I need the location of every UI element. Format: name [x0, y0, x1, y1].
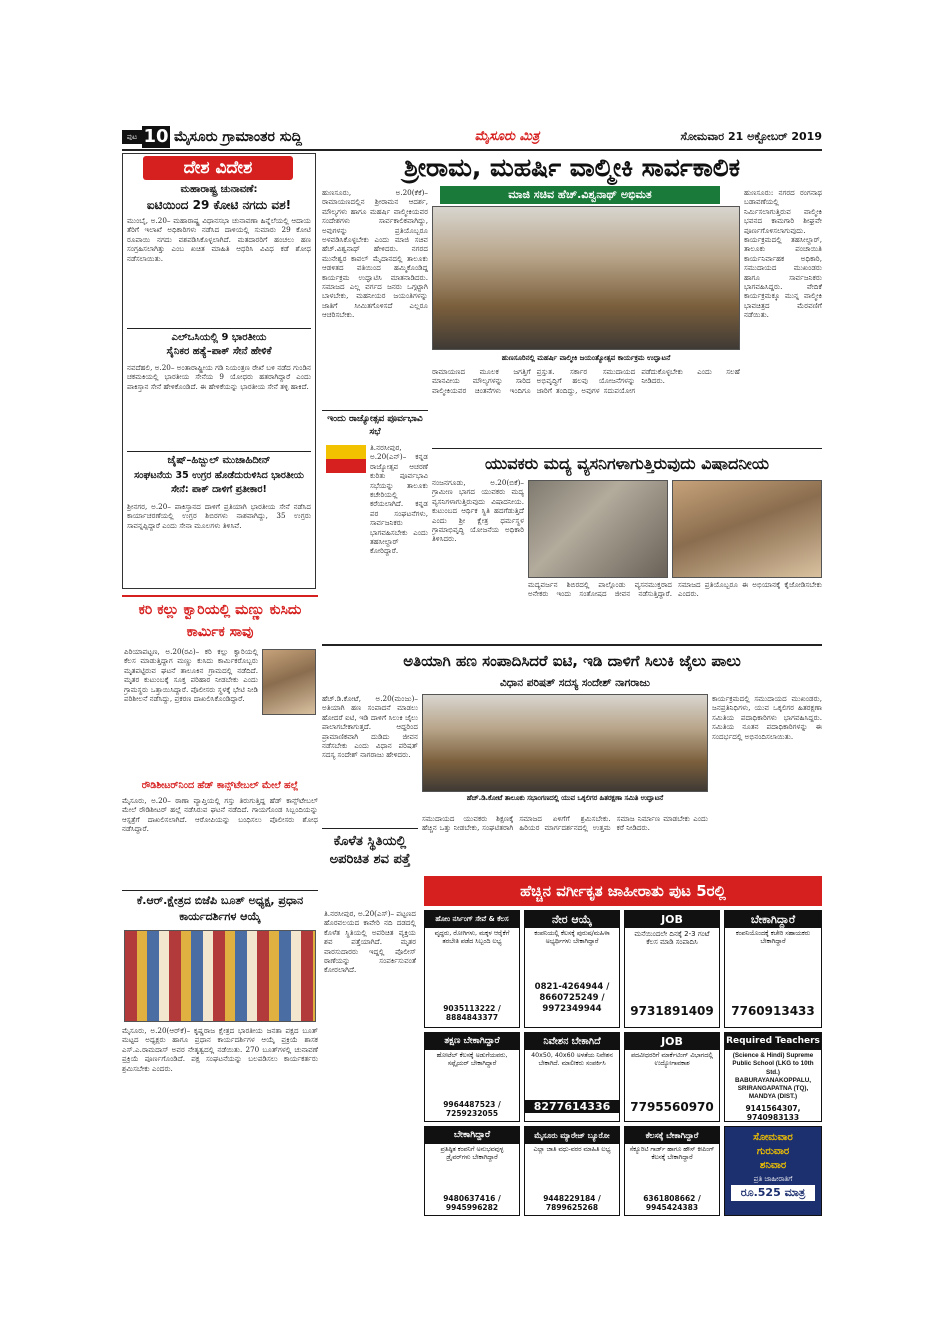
ad-title: JOB	[625, 1033, 719, 1050]
ad-phone: 9141564307, 9740983133	[745, 1104, 801, 1122]
s3-kicker: ಜೈಷ್–ಹಿಜ್ಬುಲ್ ಮುಜಾಹಿದೀನ್	[167, 455, 271, 466]
page-number: 10	[143, 126, 169, 147]
ad-marriage-bureau	[524, 1126, 620, 1216]
bjp-photo	[124, 930, 316, 1022]
newspaper-logo: ಮೈಸೂರು ಮಿತ್ರ	[474, 129, 540, 144]
jail-body-mid: ಸಮುದಾಯದ ಯುವಕರು ಶಿಕ್ಷಣಕ್ಕೆ ಹೆಚ್ಚಿನ ಒತ್ತು ನೀಡಬೇಕು, ಸಂಘಟಿತರಾಗಿ ಸಮಾಜದ ಏಳಿಗೆಗೆ ಶ್ರಮಿಸಬೇಕು. ಹಿರಿಯರ ಮಾರ್ಗದರ್ಶನದಲ್ಲಿ ಉತ್ತಮ ಸಮಾಜ ನಿರ್ಮಾಣ ಮಾಡಬೇಕು ಎಂದು ಕರೆ ನೀಡಿದರು.	[422, 814, 708, 833]
divider	[322, 644, 822, 646]
ad-title: ನಿವೇಶನ ಬೇಕಾಗಿದೆ	[525, 1033, 619, 1050]
quarry-box	[122, 595, 318, 775]
lead-headline: ಶ್ರೀರಾಮ, ಮಹರ್ಷಿ ವಾಲ್ಮೀಕಿ ಸಾರ್ವಕಾಲಿಕ	[404, 153, 740, 182]
desha-videsha-section	[122, 153, 316, 589]
ad-body: ಸೆಕ್ಯೂರಿಟಿ ಗಾರ್ಡ್ ಹಾಗೂ ಹೌಸ್ ಕೀಪಿಂಗ್ ಕೆಲಸಕ್ಕೆ ಬೇಕಾಗಿದ್ದಾರೆ	[629, 1146, 715, 1162]
jail-subheadline: ವಿಧಾನ ಪರಿಷತ್ ಸದಸ್ಯ ಸಂದೇಶ್ ನಾಗರಾಜು	[500, 677, 650, 689]
classified-promo	[724, 1126, 822, 1216]
divider	[127, 328, 311, 329]
lead-photo-caption: ಹುಣಸೂರಿನಲ್ಲಿ ಮಹರ್ಷಿ ವಾಲ್ಮೀಕಿ ಜಯಂತ್ಯೋತ್ಸವ ಕಾರ್ಯಕ್ರಮ ಉದ್ಘಾಟನೆ	[501, 354, 671, 362]
lead-col-right: ಹುಣಸೂರು: ನಗರದ ರಂಗನಾಥ ಬಡಾವಣೆಯಲ್ಲಿ ನಿರ್ಮಿಸಲಾಗುತ್ತಿರುವ ವಾಲ್ಮೀಕಿ ಭವನದ ಕಾಮಗಾರಿ ಶೀಘ್ರವೇ ಪೂರ್ಣಗೊಳಿಸಲಾಗುವುದು. ಕಾರ್ಯಕ್ರಮದಲ್ಲಿ ತಹಸೀಲ್ದಾರ್, ತಾಲೂಕು ಪಂಚಾಯಿತಿ ಕಾರ್ಯನಿರ್ವಾಹಕ ಅಧಿಕಾರಿ, ಸಮುದಾಯದ ಮುಖಂಡರು ಹಾಗೂ ಸಾರ್ವಜನಿಕರು ಭಾಗವಹಿಸಿದ್ದರು. ವೇದಿಕೆ ಕಾರ್ಯಕ್ರಮಕ್ಕೂ ಮುನ್ನ ವಾಲ್ಮೀಕಿ ಭಾವಚಿತ್ರದ ಮೆರವಣಿಗೆ ನಡೆಯಿತು.	[744, 188, 822, 320]
rajyotsava-body: ತಿ.ನರಸೀಪುರ, ಅ.20(ಎನ್)– ಕನ್ನಡ ರಾಜ್ಯೋತ್ಸವ ಆಚರಣೆ ಕುರಿತು ಪೂರ್ವಭಾವಿ ಸಭೆಯನ್ನು ತಾಲೂಕು ಕಚೇರಿಯಲ್ಲಿ ಕರೆಯಲಾಗಿದೆ. ಕನ್ನಡ ಪರ ಸಂಘಟನೆಗಳು, ಸಾರ್ವಜನಿಕರು ಭಾಗವಹಿಸಬೇಕು ಎಂದು ತಹಸೀಲ್ದಾರ್ ಕೋರಿದ್ದಾರೆ.	[370, 443, 428, 556]
ad-body: 40x50, 40x60 ಅಳತೆಯ ನಿವೇಶನ ಬೇಕಾಗಿದೆ. ಮಾಲೀಕರು ಸಂಪರ್ಕಿಸಿ	[531, 1052, 613, 1068]
shava-box	[322, 828, 418, 1218]
s1-kicker: ಮಹಾರಾಷ್ಟ್ರ ಚುನಾವಣೆ:	[180, 184, 258, 195]
ad-body: ವೃದ್ಧರು, ರೋಗಿಗಳು, ಮಕ್ಕಳ ಆರೈಕೆಗೆ ತರಬೇತಿ ಪಡೆದ ಸಿಬ್ಬಂದಿ ಲಭ್ಯ	[434, 930, 510, 946]
jail-body-right: ಕಾರ್ಯಕ್ರಮದಲ್ಲಿ ಸಮುದಾಯದ ಮುಖಂಡರು, ಜನಪ್ರತಿನಿಧಿಗಳು, ಯುವ ಒಕ್ಕಲಿಗರ ಹಿತರಕ್ಷಣಾ ಸಮಿತಿಯ ಪದಾಧಿಕಾರಿಗಳು ಭಾಗವಹಿಸಿದ್ದರು. ಸಮಿತಿಯ ನೂತನ ಪದಾಧಿಕಾರಿಗಳನ್ನು ಈ ಸಂದರ್ಭದಲ್ಲಿ ಅಭಿನಂದಿಸಲಾಯಿತು.	[712, 694, 822, 741]
ad-body: ಕಂಪನಿಯೊಂದಕ್ಕೆ ಕಚೇರಿ ಸಹಾಯಕರು ಬೇಕಾಗಿದ್ದಾರೆ	[735, 930, 811, 946]
ad-nivesana	[524, 1032, 620, 1122]
ad-kelasakke	[624, 1126, 720, 1216]
ad-title: ಕೆಲಸಕ್ಕೆ ಬೇಕಾಗಿದ್ದಾರೆ	[625, 1127, 719, 1144]
ad-home-nursing	[424, 910, 520, 1028]
rajyotsava-headline: ಇಂದು ರಾಜ್ಯೋತ್ಸವ ಪೂರ್ವಭಾವಿ ಸಭೆ	[327, 414, 423, 437]
ad-nera-ayke	[524, 910, 620, 1028]
quarry-body: ಪಿರಿಯಾಪಟ್ಟಣ, ಅ.20(ರವಿ)– ಕರಿ ಕಲ್ಲು ಕ್ವಾರಿಯಲ್ಲಿ ಕೆಲಸ ಮಾಡುತ್ತಿದ್ದಾಗ ಮಣ್ಣು ಕುಸಿದು ಕಾರ್ಮಿಕರೊಬ್ಬರು ಮೃತಪಟ್ಟಿರುವ ಘಟನೆ ತಾಲೂಕಿನ ಗ್ರಾಮದಲ್ಲಿ ನಡೆದಿದೆ. ಮೃತರ ಕುಟುಂಬಕ್ಕೆ ಸೂಕ್ತ ಪರಿಹಾರ ನೀಡಬೇಕು ಎಂದು ಗ್ರಾಮಸ್ಥರು ಒತ್ತಾಯಿಸಿದ್ದಾರೆ. ಪೊಲೀಸರು ಸ್ಥಳಕ್ಕೆ ಭೇಟಿ ನೀಡಿ ಪರಿಶೀಲನೆ ನಡೆಸಿದ್ದು, ಪ್ರಕರಣ ದಾಖಲಿಸಿಕೊಂಡಿದ್ದಾರೆ.	[124, 647, 258, 704]
promo-price: ರೂ.525 ಮಾತ್ರ	[731, 1185, 815, 1201]
vyasana-headline: ಯುವಕರು ಮದ್ಯ ವ್ಯಸನಿಗಳಾಗುತ್ತಿರುವುದು ವಿಷಾದನೀಯ	[484, 454, 769, 473]
divider	[127, 451, 311, 452]
vyasana-body-right: ಮದ್ಯವರ್ಜನ ಶಿಬಿರದಲ್ಲಿ ಪಾಲ್ಗೊಂಡು ವ್ಯಸನಮುಕ್ತರಾದ ಅನೇಕರು ಇಂದು ಸಂತೋಷದ ಜೀವನ ನಡೆಸುತ್ತಿದ್ದಾರೆ. ಸಮಾಜದ ಪ್ರತಿಯೊಬ್ಬರೂ ಈ ಅಭಿಯಾನಕ್ಕೆ ಕೈಜೋಡಿಸಬೇಕು ಎಂದರು.	[528, 580, 822, 599]
issue-date: ಸೋಮವಾರ 21 ಅಕ್ಟೋಬರ್ 2019	[680, 130, 822, 143]
s1-headline: ಐಟಿಯಿಂದ 29 ಕೋಟಿ ನಗದು ವಶ!	[146, 198, 292, 212]
jail-headline: ಅತಿಯಾಗಿ ಹಣ ಸಂಪಾದಿಸಿದರೆ ಐಟಿ, ಇಡಿ ದಾಳಿಗೆ ಸಿಲುಕಿ ಜೈಲು ಪಾಲು	[403, 652, 741, 670]
constable-body: ಮೈಸೂರು, ಅ.20– ಠಾಣಾ ವ್ಯಾಪ್ತಿಯಲ್ಲಿ ಗಸ್ತು ತಿರುಗುತ್ತಿದ್ದ ಹೆಡ್ ಕಾನ್ಸ್‌ಟೇಬಲ್ ಮೇಲೆ ರೌಡಿಶೀಟರ್ ಹಲ್ಲೆ ನಡೆಸಿರುವ ಘಟನೆ ನಡೆದಿದೆ. ಗಾಯಗೊಂಡ ಸಿಬ್ಬಂದಿಯನ್ನು ಆಸ್ಪತ್ರೆಗೆ ದಾಖಲಿಸಲಾಗಿದೆ. ಆರೋಪಿಯನ್ನು ಬಂಧಿಸಲು ಪೊಲೀಸರು ಶೋಧ ನಡೆಸಿದ್ದಾರೆ.	[122, 796, 318, 834]
ad-body: ಮನೆಯಿಂದಲೇ ದಿನಕ್ಕೆ 2-3 ಗಂಟೆ ಕೆಲಸ ಮಾಡಿ ಸಂಪಾದಿಸಿ	[634, 930, 710, 947]
ad-phone: 9448229184 / 7899625268	[543, 1194, 601, 1212]
ad-phone: 0821-4264944 / 8660725249 / 9972349944	[534, 982, 610, 1014]
masthead	[122, 126, 822, 148]
lead-col-mid: ರಾಮಾಯಣದ ಮೂಲಕ ಜಗತ್ತಿಗೆ ಮಾನವೀಯ ಮೌಲ್ಯಗಳನ್ನು ಸಾರಿದ ವಾಲ್ಮೀಕಿಯವರ ಚಿಂತನೆಗಳು ಇಂದಿಗೂ ಪ್ರಸ್ತುತ. ಸರ್ಕಾರ ಸಮುದಾಯದ ಅಭಿವೃದ್ಧಿಗೆ ಹಲವು ಯೋಜನೆಗಳನ್ನು ಜಾರಿಗೆ ತಂದಿದ್ದು, ಅವುಗಳ ಸದುಪಯೋಗ ಪಡೆದುಕೊಳ್ಳಬೇಕು ಎಂದು ಸಲಹೆ ನೀಡಿದರು.	[432, 367, 740, 395]
karnataka-flag-icon	[326, 445, 366, 473]
ad-body: ಹೋಟೆಲ್ ಕೆಲಸಕ್ಕೆ ಅಡುಗೆಯವರು, ಸಪ್ಲೈಯರ್ ಬೇಕಾಗಿದ್ದಾರೆ	[436, 1052, 508, 1068]
promo-line-1: ಸೋಮವಾರ	[753, 1132, 793, 1143]
bjp-body: ಮೈಸೂರು, ಅ.20(ಆರ್‌ಕೆ)– ಕೃಷ್ಣರಾಜ ಕ್ಷೇತ್ರದ ಭಾರತೀಯ ಜನತಾ ಪಕ್ಷದ ಬೂತ್ ಮಟ್ಟದ ಅಧ್ಯಕ್ಷರು ಹಾಗೂ ಪ್ರಧಾನ ಕಾರ್ಯದರ್ಶಿಗಳ ಆಯ್ಕೆ ಪ್ರಕ್ರಿಯೆ ಶಾಸಕ ಎಸ್.ಎ.ರಾಮದಾಸ್ ಅವರ ನೇತೃತ್ವದಲ್ಲಿ ನಡೆಯಿತು. 270 ಬೂತ್‌ಗಳಲ್ಲಿ ಚುನಾವಣೆ ಪ್ರಕ್ರಿಯೆ ಪೂರ್ಣಗೊಂಡಿದೆ. ಪಕ್ಷ ಸಂಘಟನೆಯನ್ನು ಬಲಪಡಿಸಲು ಕಾರ್ಯಕರ್ತರು ಶ್ರಮಿಸಬೇಕು ಎಂದರು.	[122, 1026, 318, 1073]
bjp-headline: ಕೆ.ಆರ್.ಕ್ಷೇತ್ರದ ಬಿಜೆಪಿ ಬೂತ್ ಅಧ್ಯಕ್ಷ, ಪ್ರಧಾನ ಕಾರ್ಯದರ್ಶಿಗಳ ಆಯ್ಕೆ	[136, 894, 304, 923]
s1-body: ಮುಂಬೈ, ಅ.20– ಮಹಾರಾಷ್ಟ್ರ ವಿಧಾನಸಭಾ ಚುನಾವಣಾ ಹಿನ್ನೆಲೆಯಲ್ಲಿ ಆದಾಯ ತೆರಿಗೆ ಇಲಾಖೆ ಅಧಿಕಾರಿಗಳು ನಡೆಸಿದ ದಾಳಿಯಲ್ಲಿ ಸುಮಾರು 29 ಕೋಟಿ ರೂಪಾಯಿ ನಗದು ವಶಪಡಿಸಿಕೊಳ್ಳಲಾಗಿದೆ. ಮತದಾರರಿಗೆ ಹಂಚಲು ಹಣ ಸಂಗ್ರಹಿಸಲಾಗಿತ್ತು ಎಂಬ ಖಚಿತ ಮಾಹಿತಿ ಆಧರಿಸಿ ವಿವಿಧ ಕಡೆ ಶೋಧ ನಡೆಸಲಾಯಿತು.	[127, 216, 311, 263]
ad-body: ಕಂಪನಿಯಲ್ಲಿ ಕೆಲಸಕ್ಕೆ ಪುರುಷ/ಮಹಿಳಾ ಅಭ್ಯರ್ಥಿಗಳು ಬೇಕಾಗಿದ್ದಾರೆ	[534, 930, 610, 946]
jail-body-left: ಹೆಚ್.ಡಿ.ಕೋಟೆ, ಅ.20(ಮಂಜು)– ಅತಿಯಾಗಿ ಹಣ ಸಂಪಾದನೆ ಮಾಡಲು ಹೋದರೆ ಐಟಿ, ಇಡಿ ದಾಳಿಗೆ ಸಿಲುಕಿ ಜೈಲು ಪಾಲಾಗಬೇಕಾಗುತ್ತದೆ. ಆದ್ದರಿಂದ ಪ್ರಾಮಾಣಿಕವಾಗಿ ದುಡಿದು ಜೀವನ ನಡೆಸಬೇಕು ಎಂದು ವಿಧಾನ ಪರಿಷತ್ ಸದಸ್ಯ ಸಂದೇಶ್ ನಾಗರಾಜು ಹೇಳಿದರು.	[322, 694, 418, 760]
ad-title: ಹೋಂ ನರ್ಸಿಂಗ್ ಸೇವೆ & ಕೆಲಸ	[425, 911, 519, 928]
ad-takshana	[424, 1032, 520, 1122]
divider	[122, 890, 318, 891]
ad-title: JOB	[625, 911, 719, 928]
ad-job-2	[624, 1032, 720, 1122]
ad-phone: 7795560970	[630, 1100, 714, 1114]
ad-phone: 8277614336	[525, 1100, 619, 1113]
s3-body: ಶ್ರೀನಗರ, ಅ.20– ಪಾಕಿಸ್ತಾನದ ದಾಳಿಗೆ ಪ್ರತಿಯಾಗಿ ಭಾರತೀಯ ಸೇನೆ ನಡೆಸಿದ ಕಾರ್ಯಾಚರಣೆಯಲ್ಲಿ ಉಗ್ರರ ಶಿಬಿರಗಳು ನಾಶವಾಗಿದ್ದು, 35 ಉಗ್ರರು ಸಾವನ್ನಪ್ಪಿದ್ದಾರೆ ಎಂದು ಸೇನಾ ಮೂಲಗಳು ತಿಳಿಸಿವೆ.	[127, 502, 311, 530]
ad-teachers	[724, 1032, 822, 1122]
quarry-headline: ಕರಿ ಕಲ್ಲು ಕ್ವಾರಿಯಲ್ಲಿ ಮಣ್ಣು ಕುಸಿದು ಕಾರ್ಮಿಕ ಸಾವು	[138, 602, 302, 640]
vyasana-photo-1	[528, 480, 668, 578]
ad-bekagiddare-1	[724, 910, 822, 1028]
s2-headline: ಸೈನಿಕರ ಹತ್ಯೆ–ಪಾಕ್ ಸೇನೆ ಹೇಳಿಕೆ	[166, 346, 272, 357]
desha-label: ದೇಶ ವಿದೇಶ	[143, 156, 293, 180]
promo-line-2: ಗುರುವಾರ	[756, 1146, 790, 1157]
ad-title: ನೇರ ಆಯ್ಕೆ	[525, 911, 619, 928]
jail-photo	[422, 694, 708, 792]
ad-body: (Science & Hindi) Supreme Public School (LKG to 10th Std.) BABURAYANAKOPPALU, SRIRANGAPATNA (TQ), MANDYA (DIST.)	[732, 1052, 814, 1101]
jail-photo-caption: ಹೆಚ್.ಡಿ.ಕೋಟೆ ತಾಲೂಕು ಸಭಾಂಗಣದಲ್ಲಿ ಯುವ ಒಕ್ಕಲಿಗರ ಹಿತರಕ್ಷಣಾ ಸಮಿತಿ ಉದ್ಘಾಟನೆ	[466, 794, 664, 802]
page-label: ಪುಟ	[122, 130, 142, 144]
ad-title: ಮೈಸೂರು ಮ್ಯಾರೇಜ್ ಬ್ಯೂರೋ	[525, 1127, 619, 1144]
s3-headline: ಸಂಘಟನೆಯ 35 ಉಗ್ರರ ಹೊಡೆದುರುಳಿಸಿದ ಭಾರತೀಯ ಸೇನೆ: ಪಾಕ್ ದಾಳಿಗೆ ಪ್ರತೀಕಾರ!	[134, 470, 304, 495]
section-title: ಮೈಸೂರು ಗ್ರಾಮಾಂತರ ಸುದ್ದಿ	[174, 129, 302, 145]
constable-headline: ರೌಡಿಶೀಟರ್‌ನಿಂದ ಹೆಡ್ ಕಾನ್ಸ್‌ಟೇಬಲ್ ಮೇಲೆ ಹಲ್ಲೆ	[141, 780, 299, 791]
ad-phone: 9480637416 / 9945996282	[443, 1194, 501, 1212]
ad-body: ಎಲ್ಲಾ ಜಾತಿ ವಧು-ವರರ ಮಾಹಿತಿ ಲಭ್ಯ	[533, 1146, 611, 1153]
divider	[432, 448, 822, 449]
ad-phone: 9964487523 / 7259232055	[443, 1100, 501, 1118]
ad-body: ಪ್ರತಿಷ್ಠಿತ ಕಂಪನಿಗೆ ಅನುಭವವುಳ್ಳ ಡ್ರೈವರ್‌ಗಳು ಬೇಕಾಗಿದ್ದಾರೆ	[440, 1146, 504, 1162]
ad-title: ಬೇಕಾಗಿದ್ದಾರೆ	[725, 911, 821, 928]
ad-phone: 9731891409	[630, 1004, 714, 1018]
victim-photo	[262, 649, 316, 715]
vyasana-body-left: ನಂಜನಗೂಡು, ಅ.20(ಬಿಕೆ)– ಗ್ರಾಮೀಣ ಭಾಗದ ಯುವಕರು ಮದ್ಯ ವ್ಯಸನಿಗಳಾಗುತ್ತಿರುವುದು ವಿಷಾದನೀಯ. ಕುಟುಂಬದ ಆರ್ಥಿಕ ಸ್ಥಿತಿ ಹದಗೆಡುತ್ತಿದೆ ಎಂದು ಶ್ರೀ ಕ್ಷೇತ್ರ ಧರ್ಮಸ್ಥಳ ಗ್ರಾಮಾಭಿವೃದ್ಧಿ ಯೋಜನೆಯ ಅಧಿಕಾರಿ ತಿಳಿಸಿದರು.	[432, 478, 524, 544]
vyasana-photo-2	[672, 480, 822, 578]
ad-body: ಪದವೀಧರರಿಗೆ ಮಾರ್ಕೆಟಿಂಗ್ ವಿಭಾಗದಲ್ಲಿ ಉದ್ಯೋಗಾವಕಾಶ	[630, 1052, 714, 1068]
ad-phone: 7760913433	[731, 1004, 815, 1018]
lead-col-left: ಹುಣಸೂರು, ಅ.20(ಕೆಕೆ)– ರಾಮಾಯಣದಲ್ಲಿನ ಶ್ರೀರಾಮನ ಆದರ್ಶ, ಮೌಲ್ಯಗಳು ಹಾಗೂ ಮಹರ್ಷಿ ವಾಲ್ಮೀಕಿಯವರ ಸಂದೇಶಗಳು ಸಾರ್ವಕಾಲಿಕವಾಗಿದ್ದು, ಅವುಗಳನ್ನು ಪ್ರತಿಯೊಬ್ಬರೂ ಅಳವಡಿಸಿಕೊಳ್ಳಬೇಕು ಎಂದು ಮಾಜಿ ಸಚಿವ ಹೆಚ್.ವಿಶ್ವನಾಥ್ ಹೇಳಿದರು. ನಗರದ ಮುನೇಶ್ವರ ಕಾವಲ್ ಮೈದಾನದಲ್ಲಿ ತಾಲೂಕು ಆಡಳಿತದ ವತಿಯಿಂದ ಹಮ್ಮಿಕೊಂಡಿದ್ದ ಕಾರ್ಯಕ್ರಮ ಉದ್ಘಾಟಿಸಿ ಮಾತನಾಡಿದರು. ಸಮಾಜದ ಎಲ್ಲ ವರ್ಗದ ಜನರು ಒಗ್ಗಟ್ಟಾಗಿ ಬಾಳಬೇಕು, ಮಹನೀಯರ ಜಯಂತಿಗಳನ್ನು ಜಾತಿಗೆ ಸೀಮಿತಗೊಳಿಸದೆ ಎಲ್ಲರೂ ಆಚರಿಸಬೇಕು.	[322, 188, 428, 320]
ad-phone: 6361808662 / 9945424383	[643, 1194, 701, 1212]
s2-body: ನವದೆಹಲಿ, ಅ.20– ಅಂತಾರಾಷ್ಟ್ರೀಯ ಗಡಿ ನಿಯಂತ್ರಣ ರೇಖೆ ಬಳಿ ನಡೆದ ಗುಂಡಿನ ಚಕಮಕಿಯಲ್ಲಿ ಭಾರತೀಯ ಸೇನೆಯ 9 ಯೋಧರು ಹತರಾಗಿದ್ದಾರೆ ಎಂದು ಪಾಕಿಸ್ತಾನ ಸೇನೆ ಹೇಳಿಕೊಂಡಿದೆ. ಈ ಹೇಳಿಕೆಯನ್ನು ಭಾರತೀಯ ಸೇನೆ ತಳ್ಳಿ ಹಾಕಿದೆ.	[127, 363, 311, 391]
lead-photo	[432, 206, 740, 350]
promo-line-4: ಪ್ರತಿ ಜಾಹೀರಾತಿಗೆ	[753, 1175, 793, 1183]
classified-banner: ಹೆಚ್ಚಿನ ವರ್ಗೀಕೃತ ಜಾಹೀರಾತು ಪುಟ 5ರಲ್ಲಿ	[424, 876, 822, 906]
promo-line-3: ಶನಿವಾರ	[759, 1160, 787, 1171]
s2-kicker: ಎಲ್ಒಸಿಯಲ್ಲಿ 9 ಭಾರತೀಯ	[171, 332, 267, 343]
shava-headline: ಕೊಳೆತ ಸ್ಥಿತಿಯಲ್ಲಿ ಅಪರಿಚಿತ ಶವ ಪತ್ತೆ	[329, 834, 411, 867]
ad-bekagiddare-2	[424, 1126, 520, 1216]
rajyotsava-box	[322, 410, 428, 590]
ad-job-1	[624, 910, 720, 1028]
ad-title: Required Teachers	[725, 1033, 821, 1050]
ad-title: ಬೇಕಾಗಿದ್ದಾರೆ	[425, 1127, 519, 1144]
ad-phone: 9035113222 / 8884843377	[443, 1004, 501, 1022]
shava-body: ತಿ.ನರಸೀಪುರ, ಅ.20(ಎಸ್)– ಪಟ್ಟಣದ ಹೊರವಲಯದ ಕಾವೇರಿ ನದಿ ದಡದಲ್ಲಿ ಕೊಳೆತ ಸ್ಥಿತಿಯಲ್ಲಿ ಅಪರಿಚಿತ ವ್ಯಕ್ತಿಯ ಶವ ಪತ್ತೆಯಾಗಿದೆ. ಮೃತರ ವಾರಸುದಾರರು ಇದ್ದಲ್ಲಿ ಪೊಲೀಸ್ ಠಾಣೆಯನ್ನು ಸಂಪರ್ಕಿಸುವಂತೆ ಕೋರಲಾಗಿದೆ.	[324, 909, 416, 975]
lead-subheadline: ಮಾಜಿ ಸಚಿವ ಹೆಚ್.ವಿಶ್ವನಾಥ್ ಅಭಿಮತ	[440, 186, 720, 204]
ad-title: ತಕ್ಷಣ ಬೇಕಾಗಿದ್ದಾರೆ	[425, 1033, 519, 1050]
